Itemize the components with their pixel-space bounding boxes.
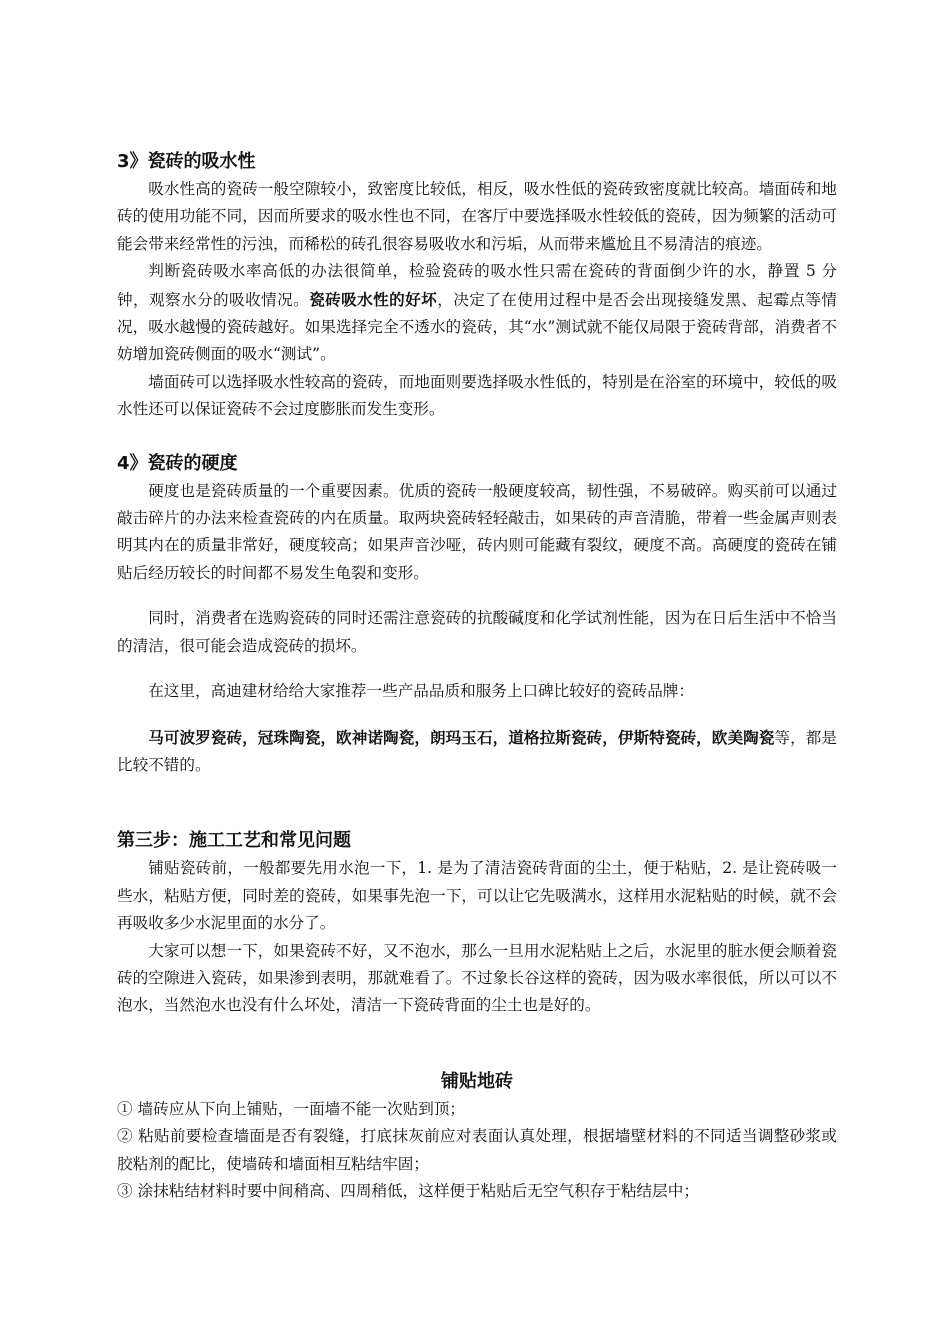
list-item: ③ 涂抹粘结材料时要中间稍高、四周稍低，这样便于粘贴后无空气积存于粘结层中； [117, 1181, 699, 1200]
paragraph: 同时，消费者在选购瓷砖的同时还需注意瓷砖的抗酸碱度和化学试剂性能，因为在日后生活中不恰当的清洁，很可能会造成瓷砖的损坏。 [117, 609, 837, 655]
list-item: ① 墙砖应从下向上铺贴，一面墙不能一次贴到顶； [117, 1099, 466, 1118]
paragraph: 硬度也是瓷砖质量的一个重要因素。优质的瓷砖一般硬度较高，韧性强，不易破碎。购买前可以通过敲击碎片的办法来检查瓷砖的内在质量。取两块瓷砖轻轻敲击，如果砖的声音清脆，带着一些金属声则表明其内在的质量非常好，硬度较高；如果声音沙哑，砖内则可能藏有裂纹，硬度不高。高硬度的瓷砖在铺贴后经历较长的时间都不易发生龟裂和变形。 [117, 481, 837, 582]
paragraph: 在这里，高迪建材给给大家推荐一些产品品质和服务上口碑比较好的瓷砖品牌： [148, 682, 694, 701]
paragraph [117, 258, 837, 369]
document-page [117, 148, 837, 1205]
section-heading-hardness: 4》瓷砖的硬度 [117, 452, 238, 474]
paragraph: 铺贴瓷砖前，一般都要先用水泡一下，1. 是为了清洁瓷砖背面的尘土，便于粘贴，2. 是让瓷砖吸一些水，粘贴方便，同时差的瓷砖，如果事先泡一下，可以让它先吸满水，这样用水泥粘贴的时候，就不会再吸收多少水泥里面的水分了。 [117, 859, 837, 933]
spacer [117, 660, 837, 678]
spacer [117, 779, 837, 827]
section-heading-step3: 第三步：施工工艺和常见问题 [117, 830, 351, 852]
paragraph: 墙面砖可以选择吸水性较高的瓷砖，而地面则要选择吸水性低的，特别是在浴室的环境中，较低的吸水性还可以保证瓷砖不会过度膨胀而发生变形。 [117, 372, 837, 419]
bold-phrase: 瓷砖吸水性的好坏 [309, 289, 438, 309]
subsection-title-floor-tiles: 铺贴地砖 [441, 1070, 513, 1092]
paragraph: 吸水性高的瓷砖一般空隙较小，致密度比较低，相反，吸水性低的瓷砖致密度就比较高。墙面砖和地砖的使用功能不同，因而所要求的吸水性也不同，在客厅中要选择吸水性较低的瓷砖，因为频繁的活动可能会带来经常性的污浊，而稀松的砖孔很容易吸收水和污垢，从而带来尴尬且不易清洁的痕迹。 [117, 180, 837, 253]
spacer [117, 706, 837, 724]
paragraph: 大家可以想一下，如果瓷砖不好，又不泡水，那么一旦用水泥粘贴上之后，水泥里的脏水便会顺着瓷砖的空隙进入瓷砖，如果渗到表明，那就难看了。不过象长谷这样的瓷砖，因为吸水率很低，所以可以不泡水，当然泡水也没有什么坏处，清洁一下瓷砖背面的尘土也是好的。 [117, 941, 837, 1015]
paragraph-text: 等，都是比较不错的。 [117, 728, 837, 774]
list-item: ② 粘贴前要检查墙面是否有裂缝，打底抹灰前应对表面认真处理，根据墙壁材料的不同适当调整砂浆或胶粘剂的配比，使墙砖和墙面相互粘结牢固； [117, 1127, 837, 1173]
spacer [117, 587, 837, 605]
spacer [117, 1020, 837, 1068]
section-heading-water-absorption: 3》瓷砖的吸水性 [117, 151, 256, 172]
brand-list: 马可波罗瓷砖，冠珠陶瓷，欧神诺陶瓷，朗玛玉石，道格拉斯瓷砖，伊斯特瓷砖，欧美陶瓷 [148, 727, 775, 747]
brand-paragraph [117, 724, 837, 780]
spacer [117, 424, 837, 450]
paragraph-text: ，决定了在使用过程中是否会出现接缝发黑、起霉点等情况，吸水越慢的瓷砖越好。如果选择完全不透水的瓷砖，其“水”测试就不能仅局限于瓷砖背部，消费者不妨增加瓷砖侧面的吸水“测试”。 [117, 290, 837, 364]
paragraph-text: 判断瓷砖吸水率高低的办法很简单，检验瓷砖的吸水性只需在瓷砖的背面倒少许的水，静置 5 分钟，观察水分的吸收情况。 [117, 262, 837, 309]
